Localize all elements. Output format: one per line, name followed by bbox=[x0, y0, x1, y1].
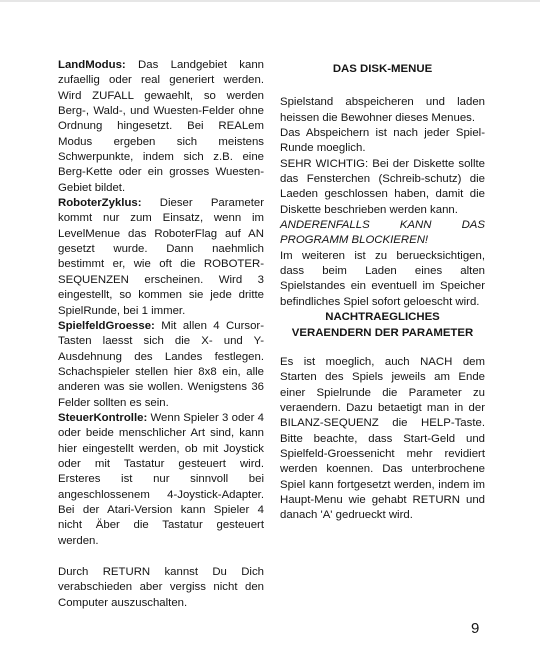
disk-warning: ANDERENFALLS KANN DAS PROGRAMM BLOCKIEREN! bbox=[280, 219, 485, 247]
roboterzyklus-text: Dieser Parameter kommt nur zum Einsatz, wenn im LevelMenue das RoboterFlag auf AN gesetzt wurde. Dann naehmlich bestimmt er, wie oft die ROBOTER-SEQUENZEN erscheinen. Wird 3 eingestellt, so kommen sie jede dritte SpielRunde, bei 1 immer. bbox=[58, 197, 264, 317]
steuerkontrolle-text: Wenn Spieler 3 oder 4 oder beide menschlicher Art sind, kann hier eingestellt werden, ob mit Joystick oder mit Tastatur gesteuert wird. Ersteres ist nur sinnvoll bei angeschlossenem 4-Joystick-Adapter. Bei der Atari-Version kann Spieler 4 nicht Äber die Tastatur gesteuert werden. bbox=[58, 411, 264, 547]
roboterzyklus-paragraph bbox=[58, 196, 264, 319]
parameter-paragraph: Es ist moeglich, auch NACH dem Starten des Spiels jeweils am Ende einer Spielrunde die Parameter zu veraendern. Dazu betaetigt man in der BILANZ-SEQUENZ die HELP-Taste. Bitte beachte, dass Start-Geld und Spielfeld-Groessenicht mehr revidiert werden koennen. Das unterbrochene Spiel kann fortgesetzt werden, indem im Haupt-Menu wie gehabt RETURN und danach 'A' gedrueckt wird. bbox=[280, 355, 485, 522]
left-column bbox=[58, 58, 264, 611]
disk-paragraph-4: Im weiteren ist zu beruecksichtigen, dass beim Laden eines alten Spielstandes ein eventuell im Speicher befindliches Spiel sofort geloescht wird. bbox=[280, 249, 485, 308]
disk-menu-heading: DAS DISK-MENUE bbox=[332, 63, 433, 75]
page-number: 9 bbox=[471, 620, 480, 637]
steuerkontrolle-paragraph bbox=[58, 411, 264, 549]
landmodus-paragraph bbox=[58, 58, 264, 196]
spielfeldgroesse-term: SpielfeldGroesse: bbox=[58, 319, 155, 332]
disk-paragraph-1: Spielstand abspeicheren und laden heissen die Bewohner dieses Menues. bbox=[280, 96, 485, 124]
return-paragraph: Durch RETURN kannst Du Dich verabschieden aber vergiss nicht den Computer auszuschalten. bbox=[58, 566, 264, 609]
top-edge-line bbox=[0, 0, 540, 2]
landmodus-text: Das Landgebiet kann zufaellig oder real generiert werden. Wird ZUFALL gewaehlt, so werden Berg-, Wald-, und Wuesten-Felder ohne Ordnung hingesetzt. Bei REALem Modus ergeben sich meistens Schwerpunkte, indem sich z.B. eine Berg-Kette oder ein grosses Wuesten-Gebiet bildet. bbox=[58, 59, 264, 194]
right-column bbox=[280, 58, 485, 524]
landmodus-term: LandModus: bbox=[58, 59, 126, 71]
disk-paragraph-3: SEHR WICHTIG: Bei der Diskette sollte das Fensterchen (Schreib-schutz) die Laeden geschlossen haben, damit die Diskette beschrieben werden kann. bbox=[280, 157, 485, 216]
roboterzyklus-term: RoboterZyklus: bbox=[58, 197, 142, 210]
steuerkontrolle-term: SteuerKontrolle: bbox=[58, 411, 148, 424]
parameter-heading bbox=[280, 310, 485, 341]
parameter-heading-line-2: VERAENDERN DER PARAMETER bbox=[291, 326, 474, 339]
spielfeldgroesse-text: Mit allen 4 Cursor-Tasten laesst sich die X- und Y-Ausdehnung des Landes festlegen. Schachspieler stellen hier 8x8 ein, alle anderen was sie wollen. Wenigstens 36 Felder sollten es sein. bbox=[58, 319, 264, 409]
spielfeldgroesse-paragraph bbox=[58, 319, 264, 411]
parameter-heading-line-1: NACHTRAEGLICHES bbox=[325, 311, 440, 324]
disk-paragraph-2: Das Abspeichern ist nach jeder Spiel-Runde moeglich. bbox=[280, 127, 485, 155]
